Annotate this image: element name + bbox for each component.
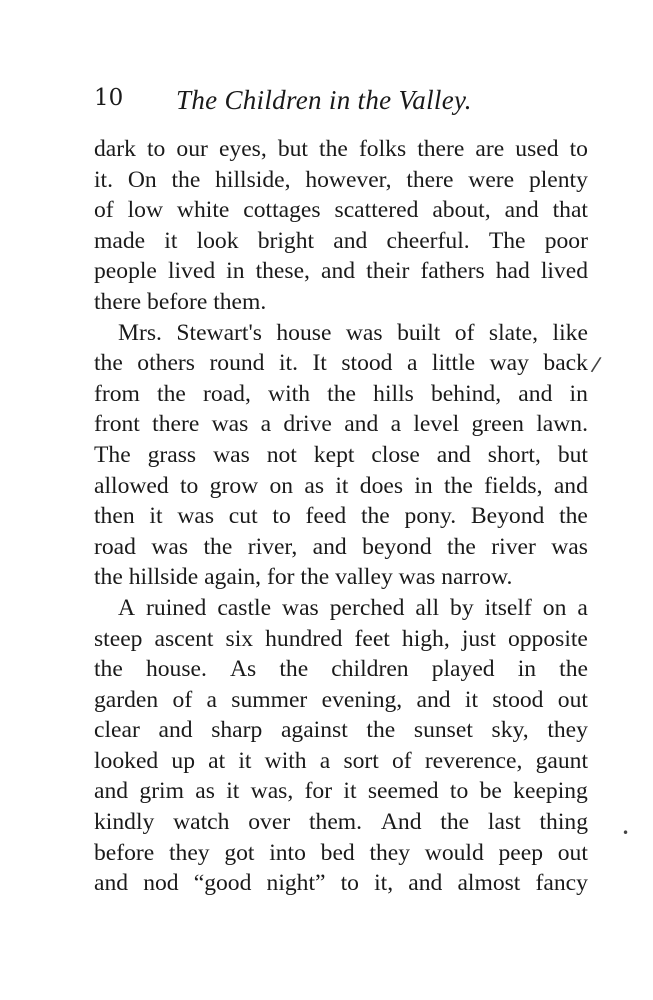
margin-pencil-mark: / [590,351,603,377]
text-line: front there was a drive and a level green lawn. [94,411,588,438]
text-line: road was the river, and beyond the river was [94,533,588,560]
text-line: The grass was not kept close and short, but [94,441,588,468]
text-line: from the road, with the hills behind, and in [94,380,588,407]
text-line: then it was cut to feed the pony. Beyond the [94,503,588,530]
text-line: garden of a summer evening, and it stood out [94,686,588,713]
page-header [94,85,594,121]
text-line: and grim as it was, for it seemed to be keeping [94,778,588,805]
text-line: there before them. [94,288,267,315]
text-line: Mrs. Stewart's house was built of slate, like [118,319,588,346]
text-line: looked up at it with a sort of reverence, gaunt [94,747,588,774]
text-line: and nod “good night” to it, and almost fancy [94,870,588,897]
margin-speck: • [622,826,630,840]
body-text [94,134,588,899]
text-line: the hillside again, for the valley was narrow. [94,564,513,591]
text-line: steep ascent six hundred feet high, just opposite [94,625,588,652]
text-line: before they got into bed they would peep out [94,839,588,866]
text-line: people lived in these, and their fathers had lived [94,258,588,285]
text-line: A ruined castle was perched all by itself on a [118,594,588,621]
text-line: clear and sharp against the sunset sky, they [94,717,588,744]
text-line: it. On the hillside, however, there were plenty [94,166,588,193]
text-line: allowed to grow on as it does in the fields, and [94,472,588,499]
text-line: the house. As the children played in the [94,656,588,683]
text-line: the others round it. It stood a little way back [94,350,588,377]
running-title: The Children in the Valley. [176,85,472,115]
text-line: dark to our eyes, but the folks there are used to [94,136,588,162]
text-line: kindly watch over them. And the last thing [94,809,588,836]
page-number: 10 [94,85,124,111]
text-line: made it look bright and cheerful. The poor [94,227,588,254]
text-line: of low white cottages scattered about, and that [94,197,588,224]
